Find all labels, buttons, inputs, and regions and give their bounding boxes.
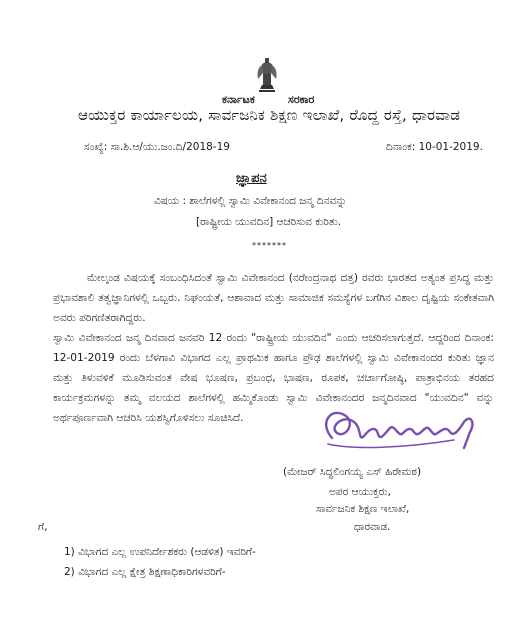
body-paragraph-1: ಮೇಲ್ಕಂಡ ವಿಷಯಕ್ಕೆ ಸಂಬಂಧಿಸಿದಂತೆ ಸ್ವಾಮಿ ವಿವೇಕಾನಂದ (ನರೇಂದ್ರನಾಥ ದತ್ತ) ರವರು ಭಾರತದ ಅತ್ಯಂತ ಪ್ರಸಿದ್ಧ ಮತ್ತು ಪ್ರಭಾವಶಾಲಿ ತತ್ವಜ್ಞಾನಿಗಳಲ್ಲಿ ಒಬ್ಬರು. ನಿಘಂಯತೆ, ಆಶಾವಾದ ಮತ್ತು ಸಾಮಾಜಿಕ ಸಮಸ್ಯೆಗಳ ಬಗೆಗಿನ ವಿಶಾಲ ದೃಷ್ಟಿಯ ಸಂಕೇತವಾಗಿ ಅವರು ಪರಿಗಣಿತರಾಗಿದ್ದರು. <box>53 272 494 324</box>
government-label-right: ಸರಕಾರ <box>288 93 315 106</box>
signatory-name: (ಮೇಜರ್ ಸಿದ್ಧಲಿಂಗಯ್ಯ ಎಸ್ ಹಿರೇಮಠ) <box>283 466 422 478</box>
signatory-department: ಸಾರ್ವಜನಿಕ ಶಿಕ್ಷಣ ಇಲಾಖೆ, <box>316 503 410 515</box>
document-date: ದಿನಾಂಕ: 10-01-2019. <box>386 141 483 153</box>
subject-line-1: ವಿಷಯ : ಶಾಲೆಗಳಲ್ಲಿ ಸ್ವಾಮಿ ವಿವೇಕಾನಂದ ಜನ್ಮ ದಿನವನ್ನು <box>154 195 347 207</box>
recipients-label: ಗೆ, <box>38 521 48 533</box>
subject-line-2: [ರಾಷ್ಟ್ರೀಯ ಯುವದಿನ] ಆಚರಿಸುವ ಕುರಿತು. <box>196 216 342 228</box>
reference-number: ಸಂಖ್ಯೆ: ಸಾ.ಶಿ.ಆ/ಯು.ಜಂ.ದಿ/2018-19 <box>84 141 230 153</box>
state-emblem-icon <box>254 55 280 93</box>
separator: ******* <box>252 241 287 250</box>
body-paragraph-2: ಸ್ವಾಮಿ ವಿವೇಕಾನಂದ ಜನ್ಮ ದಿನವಾದ ಜನವರಿ 12 ರಂದು "ರಾಷ್ಟ್ರೀಯ ಯುವದಿನ" ಎಂದು ಆಚರಿಸಲಾಗುತ್ತದೆ. ಆದ್ದರಿಂದ ದಿನಾಂಕ: 12-01-2019 ರಂದು ಬೆಳಗಾವಿ ವಿಭಾಗದ ಎಲ್ಲ ಪ್ರಾಥಮಿಕ ಹಾಗೂ ಪ್ರೌಢ ಶಾಲೆಗಳಲ್ಲಿ ಸ್ವಾಮಿ ವಿವೇಕಾನಂದರ ಕುರಿತು ಜ್ಞಾನ ಮತ್ತು ತಿಳುವಳಿಕೆ ಮೂಡಿಸುವಂತ ವೇಷ ಭೂಷಣ, ಪ್ರಬಂಧ, ಭಾಷಣ, ರೂಪಕ, ಚರ್ಚಾಗೋಷ್ಠಿ, ಪಾತ್ರಾಭಿನಯ ತರಹದ ಕಾರ್ಯಕ್ರಮಗಳನ್ನು ತಮ್ಮ ವಲಯದ ಶಾಲೆಗಳಲ್ಲಿ ಹಮ್ಮಿಕೊಂಡು ಸ್ವಾಮಿ ವಿವೇಕಾನಂದರ ಜನ್ಮದಿನವಾದ "ಯುವದಿನ" ವನ್ನು ಅರ್ಥಪೂರ್ಣವಾಗಿ ಆಚರಿಸಿ ಯಶಸ್ವಿಗೊಳಿಸಲು ಸೂಚಿಸಿದೆ. <box>53 332 494 424</box>
recipient-item: 2) ವಿಭಾಗದ ಎಲ್ಲ ಕ್ಷೇತ್ರ ಶಿಕ್ಷಣಾಧಿಕಾರಿಗಳವರಿಗೆ- <box>64 566 226 578</box>
government-label-left: ಕರ್ನಾಟಕ <box>222 93 255 106</box>
signatory-place: ಧಾರವಾಡ. <box>354 521 391 533</box>
signatory-designation: ಅಪರ ಆಯುಕ್ತರು, <box>329 486 391 498</box>
recipient-item: 1) ವಿಭಾಗದ ಎಲ್ಲ ಉಪನಿರ್ದೇಶಕರು (ಆಡಳಿತ) ಇವರಿಗೆ- <box>64 546 256 558</box>
office-heading: ಆಯುಕ್ತರ ಕಾರ್ಯಾಲಯ, ಸಾರ್ವಜನಿಕ ಶಿಕ್ಷಣ ಇಲಾಖೆ, ರೊದ್ದ ರಸ್ತೆ, ಧಾರವಾಡ <box>78 106 461 124</box>
document-title: ಜ್ಞಾಪನ <box>236 171 267 186</box>
handwritten-signature <box>314 392 484 464</box>
